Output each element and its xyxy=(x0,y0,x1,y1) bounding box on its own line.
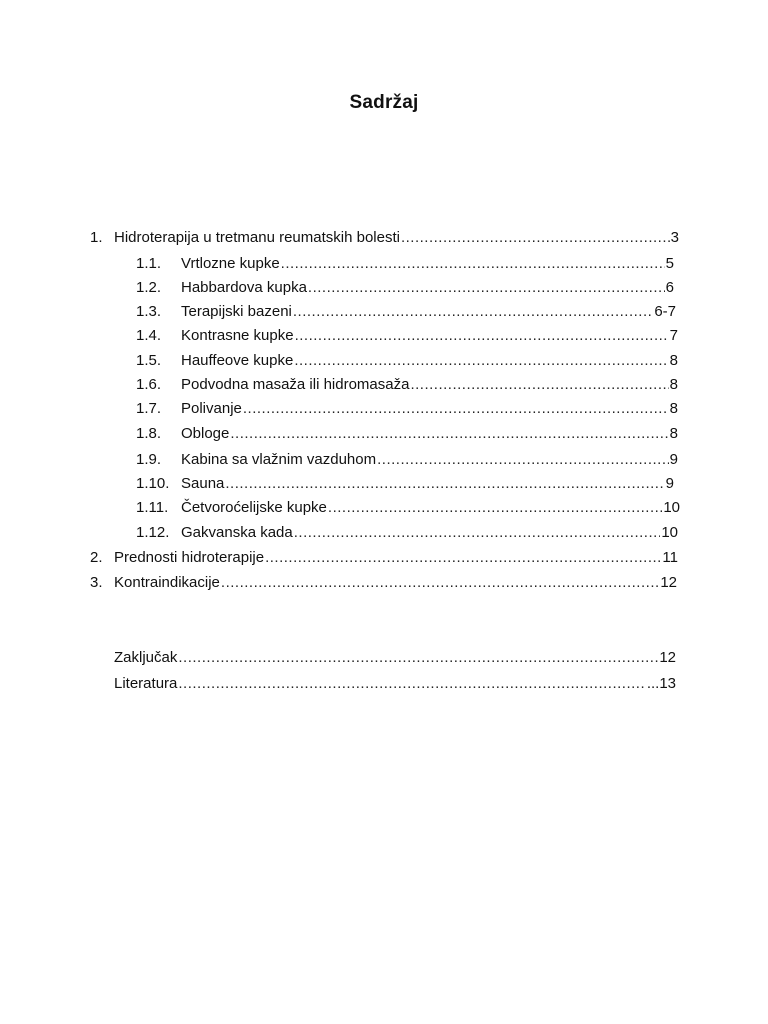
toc-entry xyxy=(136,351,678,371)
dot-leader xyxy=(401,228,670,248)
toc-entry xyxy=(136,523,678,543)
toc-entry-page: 11 xyxy=(662,549,678,566)
toc-entry-label: Gakvanska kada xyxy=(181,524,293,541)
back-matter-entry xyxy=(114,648,676,668)
back-matter-label: Zaključak xyxy=(114,649,178,666)
toc-entry-page: 3 xyxy=(670,229,679,246)
back-matter-page: ...13 xyxy=(646,675,676,692)
toc-entry xyxy=(136,450,678,470)
toc-entry-page: 6-7 xyxy=(654,303,676,320)
toc-entry xyxy=(136,326,678,346)
toc-entry-page: 9 xyxy=(665,475,674,492)
toc-entry-number: 1.11. xyxy=(136,499,169,516)
dot-leader xyxy=(294,523,661,543)
toc-entry-number: 1.10. xyxy=(136,475,170,492)
toc-entry xyxy=(136,424,678,444)
dot-leader xyxy=(221,573,659,593)
dot-leader xyxy=(294,351,668,371)
toc-entry-label: Podvodna masaža ili hidromasaža xyxy=(181,376,410,393)
back-matter-entry xyxy=(114,674,676,694)
dot-leader xyxy=(178,648,658,668)
toc-entry-number: 1. xyxy=(90,229,103,246)
toc-entry-page: 6 xyxy=(665,279,674,296)
toc-entry-page: 8 xyxy=(669,376,678,393)
toc-entry-label: Kontrasne kupke xyxy=(181,327,294,344)
page-title: Sadržaj xyxy=(349,92,419,113)
toc-entry-number: 1.12. xyxy=(136,524,170,541)
toc-entry-page: 10 xyxy=(663,499,680,516)
toc-entry-page: 8 xyxy=(669,352,678,369)
toc-entry-number: 1.9. xyxy=(136,451,162,468)
toc-entry-page: 8 xyxy=(669,400,678,417)
toc-entry-number: 1.2. xyxy=(136,279,162,296)
dot-leader xyxy=(308,278,665,298)
toc-entry-number: 2. xyxy=(90,549,103,566)
dot-leader xyxy=(243,399,669,419)
toc-entry xyxy=(136,375,678,395)
dot-leader xyxy=(295,326,669,346)
toc-entry xyxy=(90,228,679,248)
toc-entry-label: Habbardova kupka xyxy=(181,279,307,296)
toc-entry xyxy=(136,254,674,274)
toc-entry-page: 10 xyxy=(661,524,678,541)
dot-leader xyxy=(377,450,669,470)
back-matter-page: 12 xyxy=(659,649,676,666)
toc-entry-number: 1.4. xyxy=(136,327,162,344)
toc-entry-label: Hauffeove kupke xyxy=(181,352,294,369)
toc-entry-label: Četvoroćelijske kupke xyxy=(181,499,327,516)
toc-entry xyxy=(90,548,678,568)
toc-entry-label: Kontraindikacije xyxy=(114,574,220,591)
toc-entry-label: Polivanje xyxy=(181,400,242,417)
toc-entry-page: 5 xyxy=(665,255,674,272)
toc-entry xyxy=(90,573,677,593)
toc-entry-label: Vrtlozne kupke xyxy=(181,255,280,272)
toc-entry-label: Prednosti hidroterapije xyxy=(114,549,265,566)
toc-entry-label: Kabina sa vlažnim vazduhom xyxy=(181,451,377,468)
toc-entry xyxy=(136,278,674,298)
dot-leader xyxy=(410,375,668,395)
toc-entry-page: 12 xyxy=(660,574,677,591)
toc-entry xyxy=(136,302,676,322)
toc-entry-number: 1.6. xyxy=(136,376,162,393)
dot-leader xyxy=(178,674,645,694)
toc-entry xyxy=(136,399,678,419)
toc-entry-number: 1.7. xyxy=(136,400,162,417)
dot-leader xyxy=(230,424,668,444)
toc-entry xyxy=(136,474,674,494)
toc-entry-number: 3. xyxy=(90,574,103,591)
toc-entry-label: Obloge xyxy=(181,425,230,442)
back-matter-label: Literatura xyxy=(114,675,178,692)
toc-entry-number: 1.8. xyxy=(136,425,162,442)
toc-entry-page: 9 xyxy=(669,451,678,468)
toc-entry-number: 1.3. xyxy=(136,303,162,320)
toc-entry-page: 8 xyxy=(669,425,678,442)
dot-leader xyxy=(225,474,664,494)
toc-entry xyxy=(136,498,680,518)
toc-entry-page: 7 xyxy=(669,327,678,344)
dot-leader xyxy=(328,498,662,518)
toc-entry-number: 1.1. xyxy=(136,255,162,272)
dot-leader xyxy=(265,548,661,568)
toc-entry-label: Hidroterapija u tretmanu reumatskih bolesti xyxy=(114,229,400,246)
toc-entry-label: Sauna xyxy=(181,475,225,492)
toc-entry-label: Terapijski bazeni xyxy=(181,303,292,320)
dot-leader xyxy=(293,302,653,322)
toc-entry-number: 1.5. xyxy=(136,352,162,369)
dot-leader xyxy=(281,254,665,274)
